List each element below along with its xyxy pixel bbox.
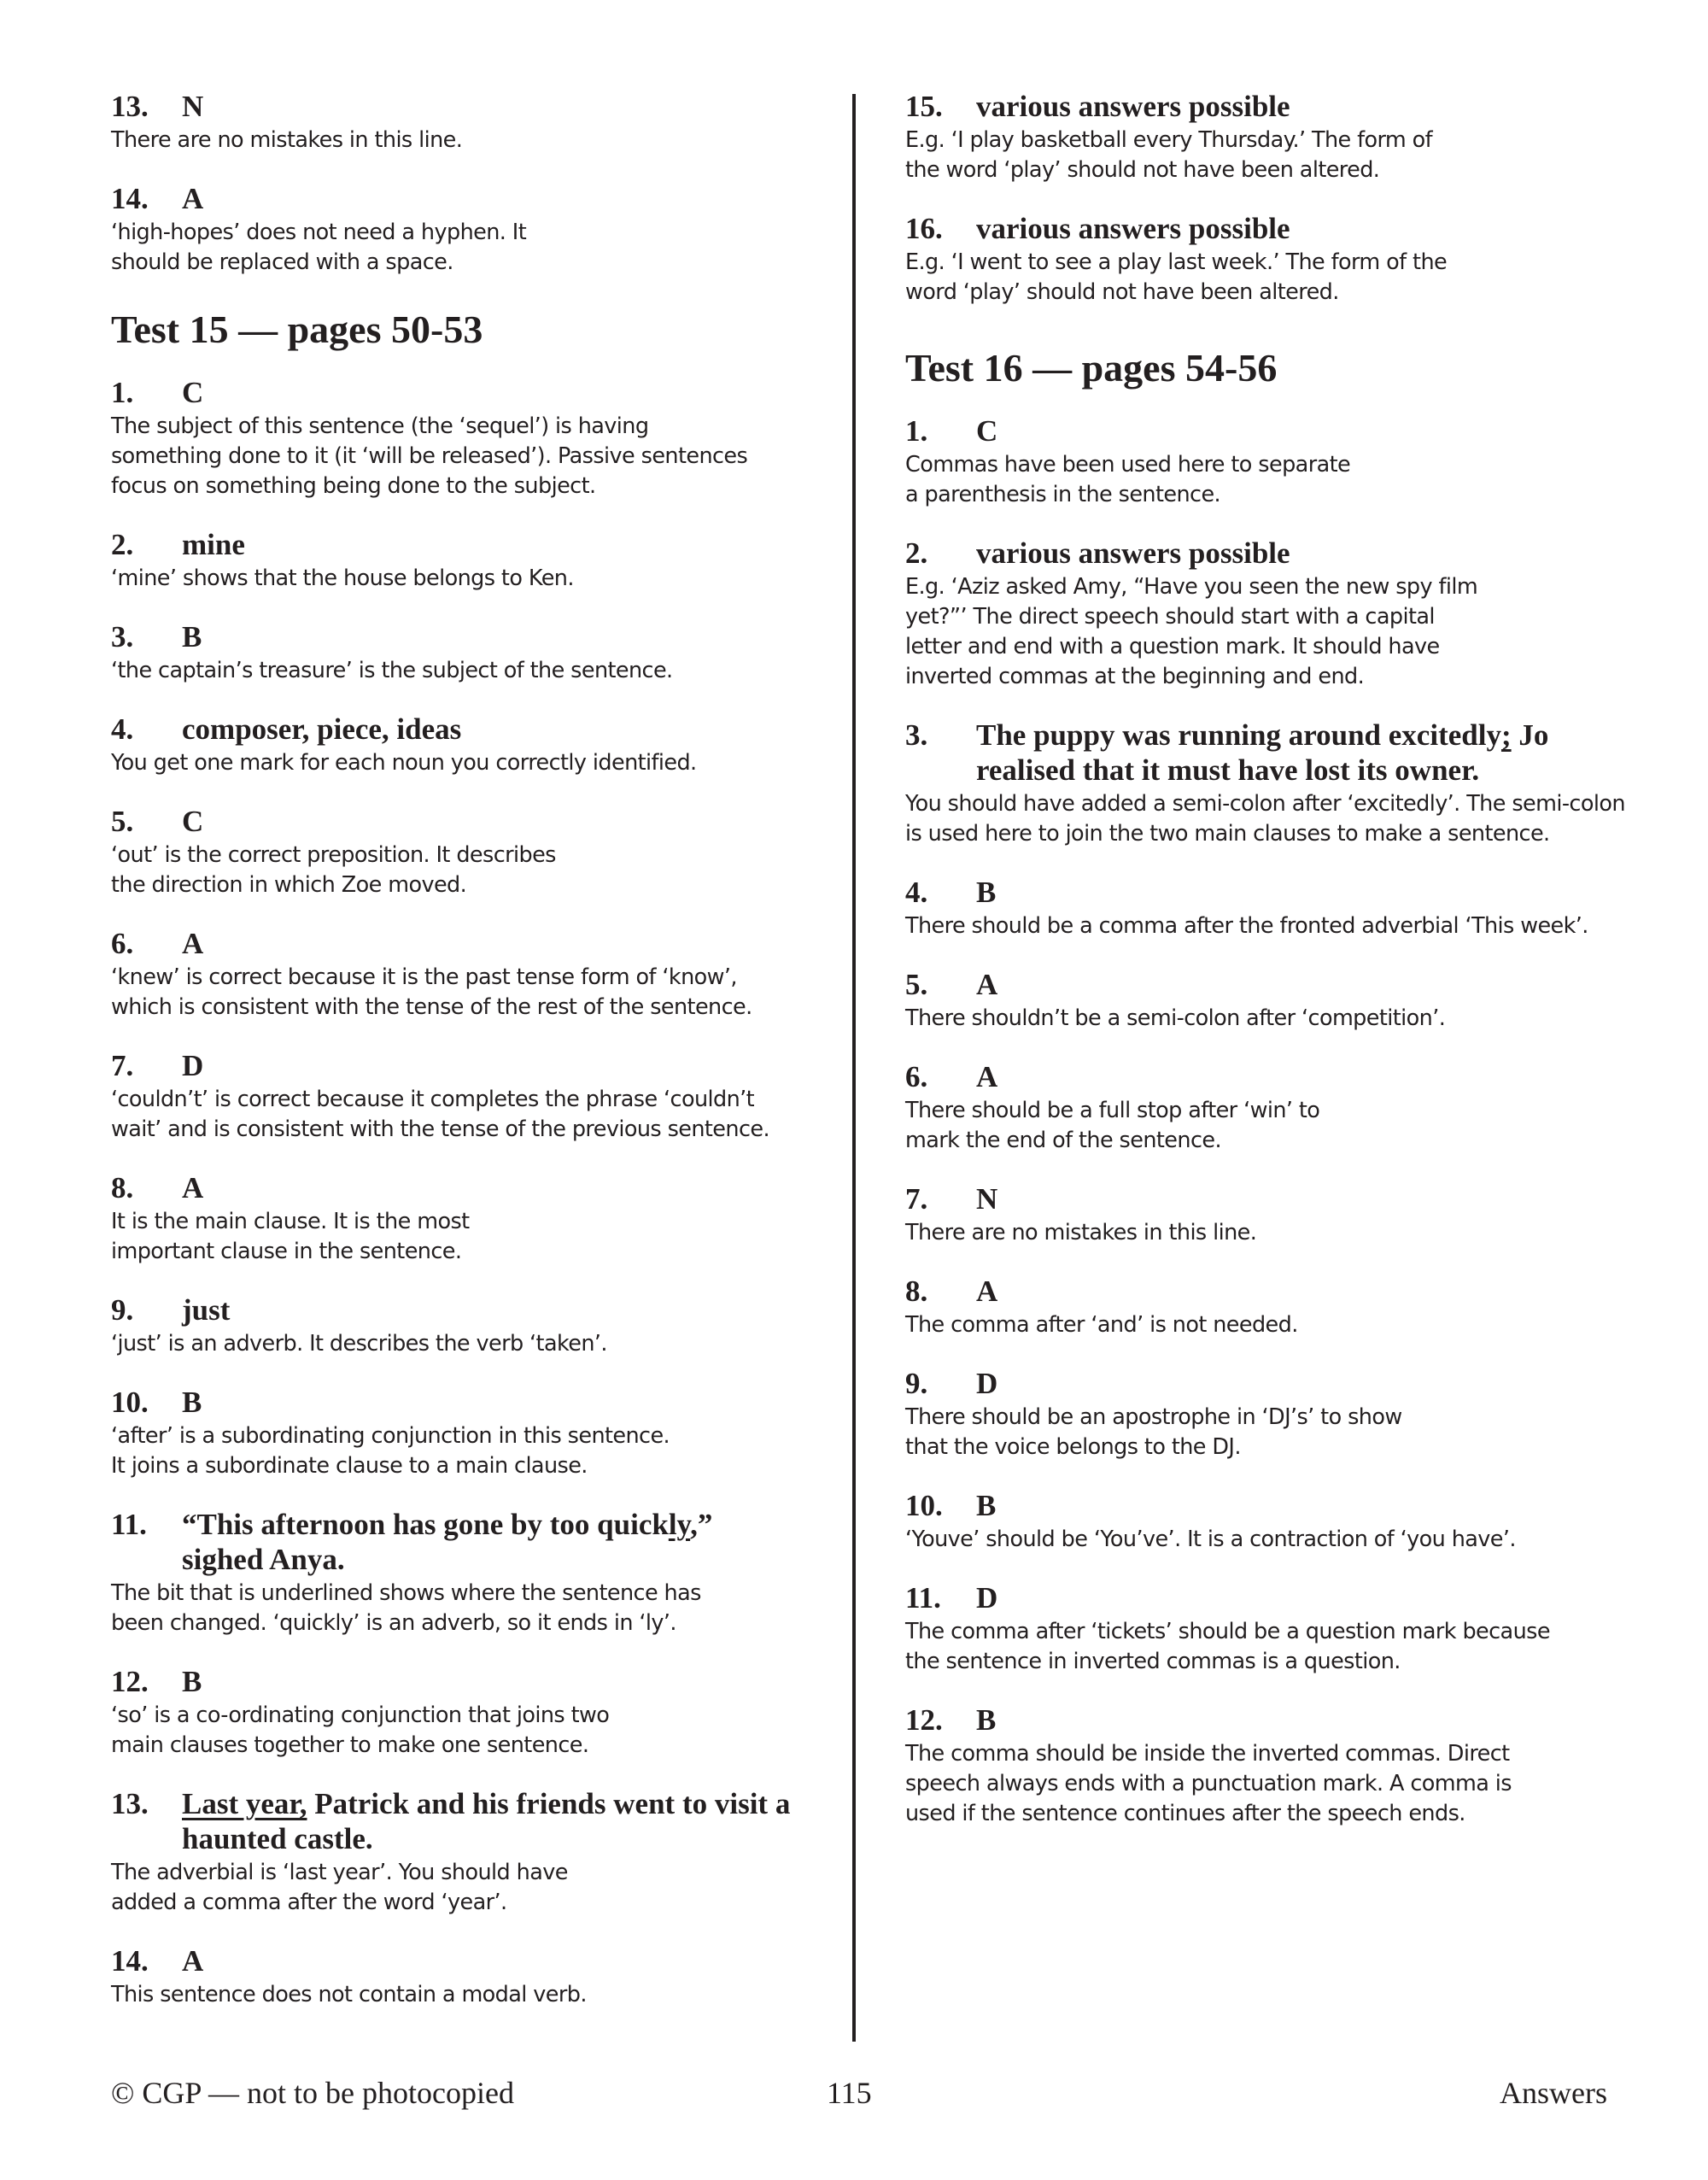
explanation-line: You get one mark for each noun you correctly identified. — [111, 750, 697, 776]
answer-explanation — [111, 1421, 845, 1481]
question-number: 3. — [905, 718, 928, 752]
answer-explanation — [111, 126, 845, 155]
answer-line: various answers possible — [976, 90, 1290, 123]
test-16-title: Test 16 — pages 54-56 — [905, 346, 1278, 390]
answer-explanation — [111, 963, 845, 1023]
answer-item — [905, 89, 1623, 185]
answer-line: just — [182, 1293, 231, 1327]
answer-text — [976, 1580, 1623, 1615]
explanation-line: E.g. ‘I play basketball every Thursday.’ The form of — [905, 127, 1433, 153]
explanation-line: You should have added a semi-colon after ‘excitedly’. The semi-colon — [905, 791, 1625, 817]
answer-heading — [111, 1786, 845, 1856]
test-16-items — [905, 413, 1623, 1829]
question-number: 1. — [111, 376, 134, 409]
question-number: 8. — [111, 1171, 134, 1204]
answer-item — [905, 1274, 1623, 1340]
answer-text — [976, 1274, 1623, 1309]
answer-heading — [905, 875, 1623, 910]
answer-line: N — [976, 1182, 998, 1216]
question-number: 4. — [905, 876, 928, 909]
question-number: 1. — [905, 414, 928, 448]
answer-explanation — [905, 1525, 1623, 1555]
answer-line: various answers possible — [976, 536, 1290, 570]
answer-item — [905, 1580, 1623, 1677]
explanation-line: It is the main clause. It is the most — [111, 1209, 470, 1234]
explanation-line: E.g. ‘I went to see a play last week.’ The form of the — [905, 249, 1448, 275]
test-15-items — [111, 375, 845, 2010]
answer-text — [182, 89, 845, 124]
answer-item — [111, 1786, 845, 1918]
answer-explanation — [905, 1739, 1623, 1829]
answer-item — [111, 375, 845, 501]
answer-text — [976, 967, 1623, 1002]
answer-line: haunted castle. — [182, 1822, 373, 1855]
answer-line: mine — [182, 528, 245, 561]
answer-explanation — [111, 218, 845, 278]
answer-line: B — [182, 1386, 202, 1419]
answer-line: A — [182, 927, 204, 960]
answer-heading — [905, 718, 1623, 788]
answer-text — [976, 1488, 1623, 1523]
answer-item — [905, 413, 1623, 510]
explanation-line: important clause in the sentence. — [111, 1239, 462, 1264]
answer-text — [976, 875, 1623, 910]
answer-heading — [905, 413, 1623, 448]
question-number: 14. — [111, 182, 149, 215]
answer-text — [182, 1507, 845, 1577]
explanation-line: The adverbial is ‘last year’. You should have — [111, 1860, 568, 1885]
answer-text — [182, 712, 845, 747]
answer-item — [111, 89, 845, 155]
answer-line: composer, piece, ideas — [182, 712, 462, 746]
left-column — [111, 89, 845, 2036]
answer-line: C — [182, 376, 204, 409]
question-number: 15. — [905, 90, 943, 123]
answer-heading — [111, 1507, 845, 1577]
answer-line: N — [182, 90, 204, 123]
answer-text — [976, 1366, 1623, 1401]
question-number: 2. — [111, 528, 134, 561]
answer-line: B — [976, 1703, 997, 1737]
question-number: 16. — [905, 212, 943, 245]
answer-item — [111, 619, 845, 686]
explanation-line: The comma should be inside the inverted commas. Direct — [905, 1741, 1510, 1767]
answer-explanation — [905, 1403, 1623, 1462]
answer-text — [182, 804, 845, 839]
answer-heading — [111, 1048, 845, 1083]
footer-page-number: 115 — [827, 2076, 872, 2110]
right-intro-items — [905, 89, 1623, 308]
explanation-line: yet?”’ The direct speech should start with a capital — [905, 604, 1435, 630]
explanation-line: should be replaced with a space. — [111, 249, 453, 275]
explanation-line: ‘out’ is the correct preposition. It describes — [111, 842, 556, 868]
answer-explanation — [111, 1701, 845, 1761]
answer-explanation — [111, 1207, 845, 1267]
answer-line: The puppy was running around excitedly; Jo — [976, 718, 1549, 752]
answer-item — [111, 181, 845, 278]
answer-item — [111, 804, 845, 900]
explanation-line: focus on something being done to the subject. — [111, 473, 596, 499]
explanation-line: ‘mine’ shows that the house belongs to Ken. — [111, 566, 574, 591]
answer-text — [182, 1292, 845, 1327]
answer-item — [111, 1170, 845, 1267]
explanation-line: ‘high-hopes’ does not need a hyphen. It — [111, 220, 527, 245]
question-number: 9. — [111, 1293, 134, 1327]
explanation-line: There should be an apostrophe in ‘DJ’s’ to show — [905, 1404, 1402, 1430]
answer-item — [905, 718, 1623, 849]
answer-heading — [905, 1580, 1623, 1615]
answer-explanation — [905, 450, 1623, 510]
question-number: 3. — [111, 620, 134, 653]
explanation-line: main clauses together to make one sentence. — [111, 1732, 589, 1758]
answer-text — [976, 1702, 1623, 1738]
explanation-line: ‘so’ is a co-ordinating conjunction that joins two — [111, 1702, 610, 1728]
answer-explanation — [905, 1218, 1623, 1248]
answer-item — [905, 536, 1623, 692]
answer-heading — [905, 211, 1623, 246]
answer-text — [182, 1786, 845, 1856]
answer-explanation — [905, 1310, 1623, 1340]
answer-explanation — [111, 656, 845, 686]
answer-item — [111, 1507, 845, 1638]
question-number: 11. — [905, 1581, 941, 1614]
answer-item — [111, 1385, 845, 1481]
explanation-line: ‘after’ is a subordinating conjunction in this sentence. — [111, 1423, 670, 1449]
answer-item — [905, 1488, 1623, 1555]
answer-line: Last year, Patrick and his friends went to visit a — [182, 1787, 791, 1820]
explanation-line: the word ‘play’ should not have been altered. — [905, 157, 1380, 183]
answer-heading — [111, 1292, 845, 1327]
explanation-line: letter and end with a question mark. It should have — [905, 634, 1440, 659]
explanation-line: The bit that is underlined shows where the sentence has — [111, 1580, 701, 1606]
answer-explanation — [111, 564, 845, 594]
column-divider — [852, 94, 856, 2042]
explanation-line: is used here to join the two main clauses to make a sentence. — [905, 821, 1550, 847]
question-number: 8. — [905, 1275, 928, 1308]
explanation-line: There should be a full stop after ‘win’ to — [905, 1098, 1320, 1123]
explanation-line: ‘just’ is an adverb. It describes the verb ‘taken’. — [111, 1331, 607, 1357]
explanation-line: the sentence in inverted commas is a question. — [905, 1649, 1401, 1674]
answer-text — [182, 926, 845, 961]
answer-heading — [905, 1366, 1623, 1401]
explanation-line: which is consistent with the tense of the rest of the sentence. — [111, 994, 752, 1020]
underlined-change: ; — [1500, 718, 1512, 752]
question-number: 6. — [905, 1060, 928, 1093]
explanation-line: a parenthesis in the sentence. — [905, 482, 1221, 507]
answer-explanation — [905, 789, 1623, 849]
answer-item — [111, 926, 845, 1023]
answer-item — [905, 1702, 1623, 1829]
answer-heading — [111, 1170, 845, 1205]
answer-item — [111, 1048, 845, 1145]
explanation-line: The subject of this sentence (the ‘sequel’) is having — [111, 413, 649, 439]
answer-item — [905, 875, 1623, 941]
question-number: 13. — [111, 1787, 149, 1820]
answer-explanation — [905, 572, 1623, 692]
answer-heading — [905, 1181, 1623, 1216]
question-number: 5. — [111, 805, 134, 838]
answer-line: “This afternoon has gone by too quickly,” — [182, 1508, 713, 1541]
answer-line: B — [976, 876, 997, 909]
answer-explanation — [111, 1329, 845, 1359]
answer-line: B — [976, 1489, 997, 1522]
answer-item — [905, 1366, 1623, 1462]
answer-item — [111, 1664, 845, 1761]
answer-text — [182, 1664, 845, 1699]
answer-line: A — [182, 1171, 204, 1204]
answer-text — [182, 1170, 845, 1205]
footer-copyright: © CGP — not to be photocopied — [111, 2076, 514, 2110]
question-number: 4. — [111, 712, 134, 746]
question-number: 7. — [111, 1049, 134, 1082]
answer-heading — [905, 1059, 1623, 1094]
answer-heading — [111, 619, 845, 654]
answer-heading — [111, 89, 845, 124]
answer-explanation — [905, 248, 1623, 308]
question-number: 10. — [905, 1489, 943, 1522]
answer-heading — [111, 1385, 845, 1420]
explanation-line: the direction in which Zoe moved. — [111, 872, 467, 898]
answer-item — [905, 1059, 1623, 1156]
answer-explanation — [111, 841, 845, 900]
answer-explanation — [905, 1004, 1623, 1034]
underlined-change: Last year, — [182, 1787, 307, 1820]
answer-explanation — [905, 126, 1623, 185]
answer-line: B — [182, 1665, 202, 1698]
answer-text — [976, 89, 1623, 124]
answer-item — [905, 1181, 1623, 1248]
question-number: 5. — [905, 968, 928, 1001]
explanation-line: The comma after ‘tickets’ should be a question mark because — [905, 1619, 1550, 1644]
answer-item — [111, 1292, 845, 1359]
answer-line: D — [182, 1049, 204, 1082]
answer-explanation — [111, 1858, 845, 1918]
answer-line: A — [182, 182, 204, 215]
explanation-line: something done to it (it ‘will be released’). Passive sentences — [111, 443, 748, 469]
answer-text — [182, 181, 845, 216]
explanation-line: added a comma after the word ‘year’. — [111, 1890, 507, 1915]
answer-heading — [111, 712, 845, 747]
explanation-line: The comma after ‘and’ is not needed. — [905, 1312, 1298, 1338]
explanation-line: It joins a subordinate clause to a main clause. — [111, 1453, 588, 1479]
answer-line: A — [976, 1275, 998, 1308]
answer-text — [976, 1181, 1623, 1216]
test-15-title: Test 15 — pages 50-53 — [111, 308, 483, 351]
answer-heading — [905, 1274, 1623, 1309]
answer-heading — [905, 967, 1623, 1002]
answer-heading — [111, 527, 845, 562]
answer-explanation — [111, 1579, 845, 1638]
answer-line: various answers possible — [976, 212, 1290, 245]
answer-text — [182, 619, 845, 654]
explanation-line: Commas have been used here to separate — [905, 452, 1351, 478]
explanation-line: wait’ and is consistent with the tense of the previous sentence. — [111, 1116, 769, 1142]
answer-line: sighed Anya. — [182, 1543, 345, 1576]
answer-text — [182, 375, 845, 410]
answer-explanation — [905, 1096, 1623, 1156]
answer-text — [976, 718, 1623, 788]
answer-heading — [905, 89, 1623, 124]
answer-heading — [111, 926, 845, 961]
answer-explanation — [905, 911, 1623, 941]
answer-item — [905, 967, 1623, 1034]
answer-text — [182, 1048, 845, 1083]
answer-text — [976, 1059, 1623, 1094]
explanation-line: ‘Youve’ should be ‘You’ve’. It is a contraction of ‘you have’. — [905, 1527, 1516, 1552]
answer-heading — [111, 375, 845, 410]
answer-item — [111, 527, 845, 594]
question-number: 12. — [905, 1703, 943, 1737]
explanation-line: word ‘play’ should not have been altered. — [905, 279, 1339, 305]
explanation-line: used if the sentence continues after the speech ends. — [905, 1801, 1465, 1826]
right-column — [905, 89, 1623, 1855]
answer-line: A — [976, 968, 998, 1001]
answer-line: D — [976, 1581, 998, 1614]
answer-item — [111, 712, 845, 778]
answer-line: realised that it must have lost its owner. — [976, 753, 1480, 787]
answer-text — [182, 527, 845, 562]
answer-explanation — [111, 1980, 845, 2010]
left-intro-items — [111, 89, 845, 278]
answer-heading — [111, 804, 845, 839]
question-number: 14. — [111, 1944, 149, 1978]
explanation-line: There are no mistakes in this line. — [905, 1220, 1257, 1245]
question-number: 2. — [905, 536, 928, 570]
explanation-line: There shouldn’t be a semi-colon after ‘competition’. — [905, 1005, 1446, 1031]
answer-heading — [905, 1702, 1623, 1738]
answer-explanation — [111, 412, 845, 501]
explanation-line: that the voice belongs to the DJ. — [905, 1434, 1241, 1460]
answer-line: C — [182, 805, 204, 838]
answer-heading — [111, 181, 845, 216]
answer-text — [182, 1385, 845, 1420]
footer-section-label: Answers — [1500, 2076, 1607, 2110]
explanation-line: There should be a comma after the fronted adverbial ‘This week’. — [905, 913, 1588, 939]
explanation-line: E.g. ‘Aziz asked Amy, “Have you seen the new spy film — [905, 574, 1478, 600]
answer-explanation — [111, 1085, 845, 1145]
answer-heading — [111, 1943, 845, 1978]
explanation-line: There are no mistakes in this line. — [111, 127, 463, 153]
underlined-change: ly — [668, 1508, 691, 1541]
answer-item — [111, 1943, 845, 2010]
answer-text — [976, 413, 1623, 448]
question-number: 13. — [111, 90, 149, 123]
answer-line: C — [976, 414, 998, 448]
question-number: 6. — [111, 927, 134, 960]
answer-line: A — [976, 1060, 998, 1093]
explanation-line: inverted commas at the beginning and end. — [905, 664, 1365, 689]
explanation-line: This sentence does not contain a modal verb. — [111, 1982, 587, 2007]
explanation-line: ‘the captain’s treasure’ is the subject of the sentence. — [111, 658, 673, 683]
question-number: 10. — [111, 1386, 149, 1419]
answer-line: B — [182, 620, 202, 653]
explanation-line: been changed. ‘quickly’ is an adverb, so it ends in ‘ly’. — [111, 1610, 676, 1636]
answer-explanation — [111, 748, 845, 778]
answer-text — [976, 536, 1623, 571]
question-number: 11. — [111, 1508, 147, 1541]
answer-heading — [905, 536, 1623, 571]
question-number: 7. — [905, 1182, 928, 1216]
explanation-line: ‘couldn’t’ is correct because it completes the phrase ‘couldn’t — [111, 1087, 755, 1112]
explanation-line: ‘knew’ is correct because it is the past tense form of ‘know’, — [111, 964, 737, 990]
answer-heading — [111, 1664, 845, 1699]
answer-explanation — [905, 1617, 1623, 1677]
question-number: 12. — [111, 1665, 149, 1698]
answer-line: A — [182, 1944, 204, 1978]
explanation-line: mark the end of the sentence. — [905, 1128, 1221, 1153]
explanation-line: speech always ends with a punctuation mark. A comma is — [905, 1771, 1512, 1796]
answer-text — [182, 1943, 845, 1978]
answer-item — [905, 211, 1623, 308]
answer-heading — [905, 1488, 1623, 1523]
answer-text — [976, 211, 1623, 246]
answer-line: D — [976, 1367, 998, 1400]
question-number: 9. — [905, 1367, 928, 1400]
